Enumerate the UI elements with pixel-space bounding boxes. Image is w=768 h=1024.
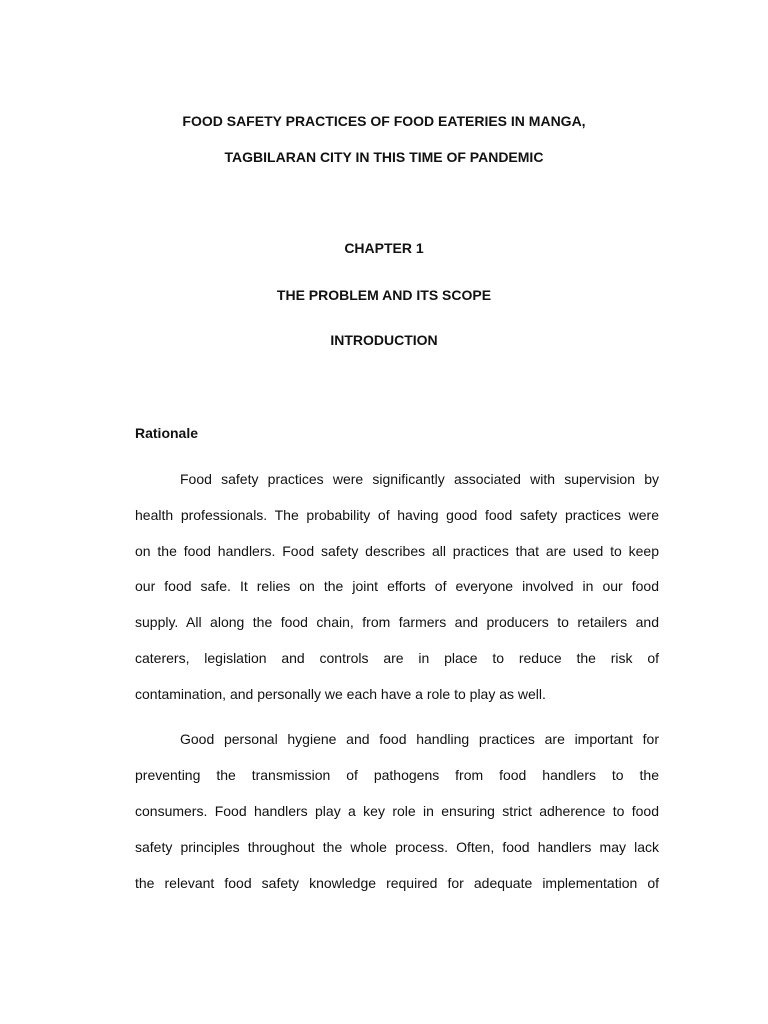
chapter-number: CHAPTER 1 [344, 240, 424, 256]
paragraph-line: supply. All along the food chain, from farmers and producers to retailers and [135, 614, 659, 630]
paragraph-line: contamination, and personally we each have a role to play as well. [135, 686, 546, 702]
paragraph-line: preventing the transmission of pathogens from food handlers to the [135, 767, 659, 783]
section-heading-rationale: Rationale [135, 425, 199, 441]
document-title-line-1: FOOD SAFETY PRACTICES OF FOOD EATERIES IN MANGA, [182, 113, 586, 129]
paragraph-line: Food safety practices were significantly associated with supervision by [180, 471, 659, 487]
paragraph-line: consumers. Food handlers play a key role in ensuring strict adherence to food [135, 803, 659, 819]
paragraph-line: caterers, legislation and controls are in place to reduce the risk of [135, 650, 659, 666]
chapter-title: THE PROBLEM AND ITS SCOPE [276, 287, 492, 303]
introduction-heading: INTRODUCTION [330, 332, 438, 348]
document-title-line-2: TAGBILARAN CITY IN THIS TIME OF PANDEMIC [224, 149, 544, 165]
paragraph-line: our food safe. It relies on the joint efforts of everyone involved in our food [135, 578, 659, 594]
paragraph-line: health professionals. The probability of having good food safety practices were [135, 507, 659, 523]
paragraph-line: Good personal hygiene and food handling practices are important for [180, 731, 659, 747]
paragraph-line: safety principles throughout the whole process. Often, food handlers may lack [135, 839, 659, 855]
paragraph-line: the relevant food safety knowledge required for adequate implementation of [135, 875, 659, 891]
paragraph-line: on the food handlers. Food safety describes all practices that are used to keep [135, 543, 659, 559]
